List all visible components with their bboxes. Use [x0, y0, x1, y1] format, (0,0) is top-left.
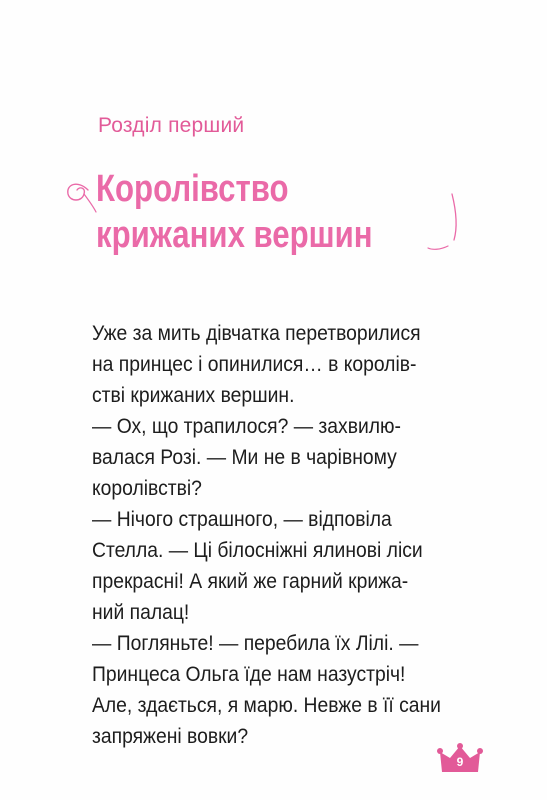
- chapter-title-line-1: Королівство: [96, 168, 289, 210]
- page-number: 9: [456, 755, 464, 769]
- text-line: — Нічого страшного, — відповіла: [92, 508, 392, 531]
- text-line: — Погляньте! — перебила їх Лілі. —: [92, 632, 419, 655]
- story-text: [92, 318, 462, 752]
- text-line: ний палац!: [92, 601, 190, 624]
- text-line: запряжені вовки?: [92, 725, 249, 748]
- text-line: Принцеса Ольга їде нам назустріч!: [92, 663, 406, 686]
- text-line: валася Розі. — Ми не в чарівному: [92, 446, 397, 469]
- text-line: прекрасні! А який же гарний крижа-: [92, 570, 409, 593]
- chapter-label: Розділ перший: [98, 114, 245, 137]
- chapter-title-line-2: крижаних вершин: [96, 214, 373, 256]
- chapter-title: [60, 150, 480, 270]
- text-line: королівстві?: [92, 477, 202, 500]
- page-number-badge: [436, 742, 484, 776]
- text-line: стві крижаних вершин.: [92, 384, 295, 407]
- text-line: Але, здається, я марю. Невже в її сани: [92, 694, 441, 717]
- text-line: на принцес і опинилися… в королів-: [92, 353, 417, 376]
- text-line: — Ох, що трапилося? — захвилю-: [92, 415, 401, 438]
- text-line: Уже за мить дівчатка перетворилися: [92, 322, 421, 345]
- text-line: Стелла. — Ці білосніжні ялинові ліси: [92, 539, 423, 562]
